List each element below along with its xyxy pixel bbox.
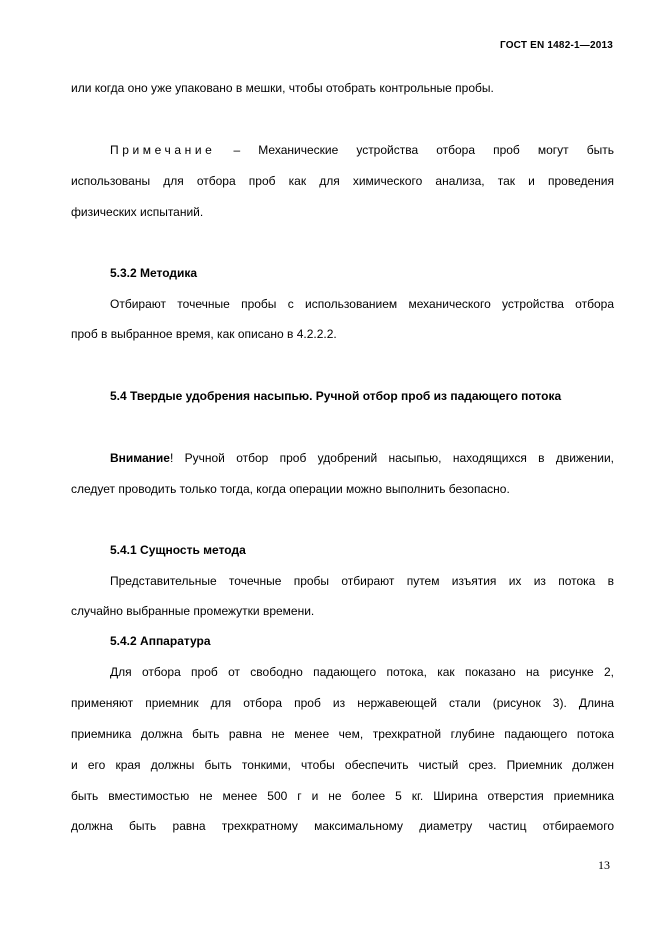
section-heading: 5.4 Твердые удобрения насыпью. Ручной отбор проб из падающего потока (110, 389, 562, 403)
section-heading: 5.4.2 Аппаратура (110, 634, 211, 648)
paragraph-line: Отбирают точечные пробы с использованием механического устройства отбора (110, 297, 614, 311)
warning-text: ! Ручной отбор проб удобрений насыпью, находящихся в движении, (169, 451, 614, 465)
paragraph-line: приемника должна быть равна не менее чем, трехкратной глубине падающего потока (71, 727, 614, 741)
note-line: использованы для отбора проб как для химического анализа, так и проведения (71, 174, 614, 188)
paragraph-line: должна быть равна трехкратному максимальному диаметру частиц отбираемого (71, 819, 614, 833)
warning-label: Внимание (110, 451, 170, 465)
paragraph-line: или когда оно уже упаковано в мешки, чтобы отобрать контрольные пробы. (71, 81, 494, 95)
paragraph-line: и его края должны быть тонкими, чтобы обеспечить чистый срез. Приемник должен (71, 758, 614, 772)
section-heading: 5.3.2 Методика (110, 266, 198, 280)
paragraph-line: применяют приемник для отбора проб из нержавеющей стали (рисунок 3). Длина (71, 696, 614, 710)
note-label: Примечание (110, 143, 216, 157)
paragraph-line: проб в выбранное время, как описано в 4.2.2.2. (71, 327, 337, 341)
section-heading: 5.4.1 Сущность метода (110, 543, 246, 557)
note-line (110, 143, 614, 157)
paragraph-line: случайно выбранные промежутки времени. (71, 604, 315, 618)
document-header: ГОСТ EN 1482-1—2013 (499, 40, 613, 51)
paragraph-line: быть вместимостью не менее 500 г и не более 5 кг. Ширина отверстия приемника (71, 789, 614, 803)
warning-line: следует проводить только тогда, когда операции можно выполнить безопасно. (71, 482, 510, 496)
paragraph-line: Для отбора проб от свободно падающего потока, как показано на рисунке 2, (110, 665, 614, 679)
note-line: физических испытаний. (71, 205, 204, 219)
page-number: 13 (598, 858, 610, 872)
warning-line (110, 451, 614, 465)
paragraph-line: Представительные точечные пробы отбирают путем изъятия их из потока в (110, 574, 614, 588)
note-text: – Механические устройства отбора проб могут быть (233, 143, 614, 157)
